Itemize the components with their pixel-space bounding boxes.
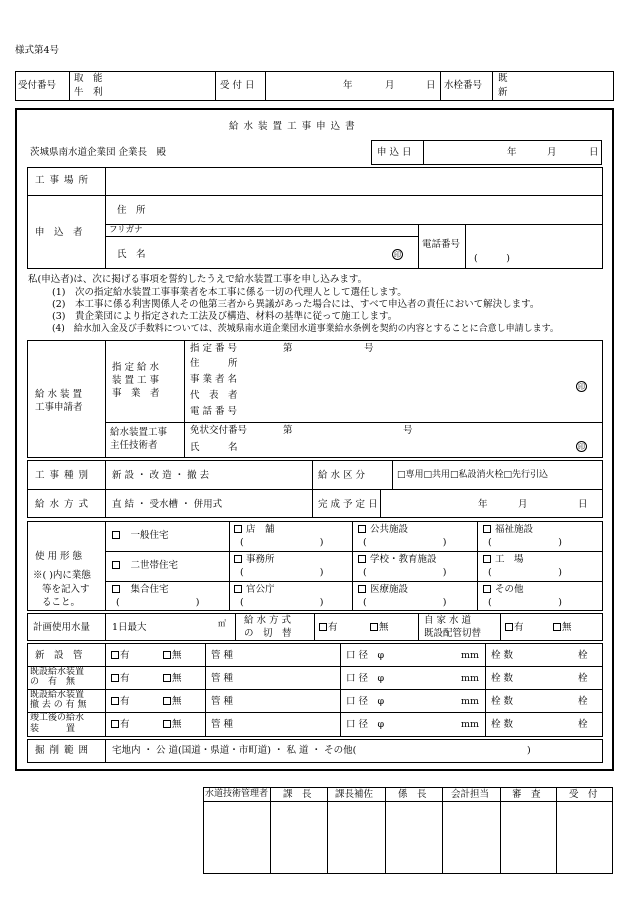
stamp-deputy-chief: 課長補佐 (335, 789, 374, 800)
pipe-existing-count-unit: 栓 (578, 673, 588, 684)
private-yes: 有 (505, 623, 524, 633)
usage-welfare: 福祉施設 (495, 524, 534, 535)
usage-option-3-1 (112, 585, 169, 595)
chief-label-2: 主任技術者 (110, 440, 158, 451)
apply-day: 日 (589, 147, 599, 158)
usage-paren-3-4: ( ) (488, 597, 562, 608)
site-label: 工 事 場 所 (35, 175, 90, 186)
site-applicant-box (27, 167, 603, 269)
field-address: 住 所 (190, 358, 238, 369)
field-representative: 代 表 者 (190, 390, 238, 401)
usage-paren-3-3: ( ) (363, 597, 447, 608)
supply-class-label: 給 水 区 分 (318, 470, 366, 481)
form-number: 様式第4号 (15, 45, 60, 56)
pipe-existing-count: 栓 数 (491, 673, 514, 684)
usage-paren-3-1: ( ) (116, 597, 200, 608)
receipt-number-label: 受付番号 (18, 80, 57, 91)
completion-month: 月 (518, 499, 528, 510)
applicant-label: 申 込 者 (35, 227, 83, 238)
apply-year: 年 (507, 147, 517, 158)
apply-date-label: 申 込 日 (377, 147, 412, 158)
applicant-furigana-label: フリガナ (109, 225, 143, 235)
pipe-new-mm: mm (461, 650, 480, 661)
pipe-existing-mm: mm (461, 673, 480, 684)
pipe-row-new-label: 新 設 管 (35, 650, 83, 661)
method-value: 直 結 ・ 受水槽 ・ 併用式 (112, 499, 223, 510)
usage-option-3-2 (234, 585, 275, 595)
usage-option-1-1 (112, 531, 169, 541)
receipt-year: 年 (343, 80, 353, 91)
pipe-after-no: 無 (163, 720, 182, 730)
pipe-row-after-label-1: 竣工後の給水 (30, 713, 85, 723)
switch-no: 無 (370, 623, 389, 633)
designation-go: 号 (364, 343, 374, 354)
usage-store: 店 舗 (246, 524, 275, 535)
pipe-new-count: 栓 数 (491, 650, 514, 661)
switch-yes: 有 (319, 623, 338, 633)
pledge-item-1: (1) 次の指定給水装置工事事業者を本工事に係る一切の代理人として選任します。 (52, 287, 407, 298)
pipe-removal-mm: mm (461, 696, 480, 707)
applicant-address-label: 住 所 (117, 205, 146, 216)
completion-day: 日 (578, 499, 588, 510)
contractor-section-label-1: 給 水 装 置 (35, 389, 83, 400)
stamp-water-tech-manager: 水道技術管理者 (205, 789, 269, 799)
field-designation-no: 指 定 番 号 (190, 343, 238, 354)
usage-option-3-3 (358, 585, 408, 595)
pledge-item-2: (2) 本工事に係る利害関係人その他第三者から異議があった場合には、すべて申込者の責任において解決します。 (52, 299, 540, 310)
usage-school: 学校・教育施設 (370, 554, 437, 565)
usage-option-2-1 (112, 561, 178, 571)
receipt-tori: 取 能 (74, 73, 103, 84)
usage-option-3-4 (483, 585, 524, 595)
usage-paren-2-4: ( ) (488, 567, 562, 578)
pipe-row-after-label-2: 装 置 (30, 724, 76, 734)
pipe-row-existing-label-1: 既設給水装置 (30, 667, 85, 677)
pipe-row-removal-label-1: 既設給水装置 (30, 690, 85, 700)
stamp-section-chief: 課 長 (283, 789, 312, 800)
usage-paren-1-2: ( ) (240, 537, 324, 548)
switch-label-2: の 切 替 (244, 628, 292, 639)
pipe-removal-diameter: 口 径 φ (346, 696, 385, 707)
pipe-after-mm: mm (461, 719, 480, 730)
form-title: 給 水 装 置 工 事 申 込 書 (229, 121, 356, 132)
applicant-seal: 印 (394, 251, 401, 259)
pipe-after-diameter: 口 径 φ (346, 719, 385, 730)
usage-option-2-2 (234, 555, 275, 565)
pledge-item-4: (4) 給水加入金及び手数料については、茨城県南水道企業団水道事業給水条例を契約の内容とすることに合意し申請します。 (52, 324, 559, 334)
pipe-after-type: 管 種 (211, 719, 234, 730)
pipe-existing-no: 無 (163, 674, 182, 684)
usage-medical: 医療施設 (370, 584, 409, 595)
applicant-name-label: 氏 名 (117, 249, 146, 260)
plan-label: 計画使用水量 (33, 622, 91, 633)
chief-label-1: 給水装置工事 (110, 427, 168, 438)
usage-label-3: 等を記入す (42, 584, 90, 595)
pipe-after-count-unit: 栓 (578, 719, 588, 730)
excavation-value: 宅地内 ・ 公 道(国道・県道・市町道) ・ 私 道 ・ その他( (112, 745, 357, 756)
designation-dai: 第 (283, 343, 293, 354)
pipe-removal-count: 栓 数 (491, 696, 514, 707)
addressee: 茨城県南水道企業団 企業長 殿 (30, 147, 167, 158)
usage-two-gen-house: 二世帯住宅 (130, 560, 179, 571)
contractor-seal: 印 (578, 383, 585, 391)
excavation-label: 掘 削 範 囲 (35, 745, 90, 756)
excavation-close: ) (527, 745, 531, 756)
plan-value: 1日最大 (112, 622, 147, 633)
completion-date-label: 完 成 予 定 日 (318, 499, 378, 510)
usage-label-1: 使 用 形 態 (35, 551, 83, 562)
stamp-accounting: 会計担当 (451, 789, 490, 800)
usage-apartment: 集合住宅 (130, 584, 169, 595)
usage-other: その他 (495, 584, 524, 595)
pipe-row-removal-label-2: 撤 去 の 有 無 (30, 700, 87, 710)
switch-label-1: 給 水 方 式 (244, 615, 292, 626)
usage-public: 公共施設 (370, 524, 409, 535)
usage-label-4: ること。 (42, 597, 81, 608)
usage-office: 事務所 (246, 554, 275, 565)
chief-name-label: 氏 名 (190, 442, 238, 453)
pipe-removal-no: 無 (163, 697, 182, 707)
method-label: 給 水 方 式 (35, 499, 90, 510)
usage-option-2-4 (483, 555, 524, 565)
receipt-ri: 牛 利 (74, 87, 103, 98)
pledge-item-3: (3) 貴企業団により指定された工法及び構造、材料の基準に従って施工します。 (52, 311, 398, 322)
completion-year: 年 (478, 499, 488, 510)
field-phone: 電 話 番 号 (190, 406, 238, 417)
receipt-month: 月 (385, 80, 395, 91)
field-company-name: 事 業 者 名 (190, 374, 238, 385)
usage-factory: 工 場 (495, 554, 524, 565)
usage-paren-3-2: ( ) (240, 597, 324, 608)
usage-paren-1-3: ( ) (363, 537, 447, 548)
pipe-new-type: 管 種 (211, 650, 234, 661)
hydrant-number-label: 水栓番号 (444, 80, 483, 91)
stamp-subsection-chief: 係 長 (398, 789, 427, 800)
work-type-label: 工 事 種 別 (35, 470, 90, 481)
usage-option-2-3 (358, 555, 437, 565)
pipe-removal-type: 管 種 (211, 696, 234, 707)
pipe-after-count: 栓 数 (491, 719, 514, 730)
pipe-removal-count-unit: 栓 (578, 696, 588, 707)
supply-class-options: □専用□共用□私設消火栓□先行引込 (397, 470, 549, 480)
usage-option-1-2 (234, 525, 275, 535)
usage-label-2: ※( )内に業態 (33, 570, 91, 581)
usage-general-house: 一般住宅 (130, 530, 169, 541)
pipe-new-count-unit: 栓 (578, 650, 588, 661)
pipe-existing-yes: 有 (111, 674, 130, 684)
designated-label-2: 装 置 工 事 (112, 375, 160, 386)
stamp-review: 審 査 (512, 789, 541, 800)
designated-label-3: 事 業 者 (112, 388, 160, 399)
receipt-strip (15, 71, 614, 101)
hydrant-new: 新 (498, 87, 508, 98)
chief-seal: 印 (578, 443, 585, 451)
pledge-intro: 私(申込者)は、次に掲げる事項を誓約したうえで給水装置工事を申し込みます。 (28, 274, 368, 285)
license-go: 号 (403, 425, 413, 436)
plan-unit: ㎥ (218, 619, 226, 628)
pipe-row-existing-label-2: の 有 無 (30, 677, 76, 687)
pipe-new-yes: 有 (111, 651, 130, 661)
pipe-new-diameter: 口 径 φ (346, 650, 385, 661)
license-number-label: 免状交付番号 (190, 425, 248, 436)
pipe-new-no: 無 (163, 651, 182, 661)
pipe-existing-diameter: 口 径 φ (346, 673, 385, 684)
private-water-label-2: 既設配管切替 (424, 628, 482, 639)
usage-option-1-4 (483, 525, 533, 535)
usage-government: 官公庁 (246, 584, 275, 595)
designated-label-1: 指 定 給 水 (112, 362, 160, 373)
pipe-existing-type: 管 種 (211, 673, 234, 684)
private-no: 無 (553, 623, 572, 633)
receipt-date-label: 受 付 日 (220, 80, 255, 91)
receipt-day: 日 (426, 80, 436, 91)
pipe-removal-yes: 有 (111, 697, 130, 707)
usage-paren-1-4: ( ) (488, 537, 562, 548)
work-type-value: 新 設 ・ 改 造 ・ 撤 去 (112, 470, 210, 481)
apply-month: 月 (547, 147, 557, 158)
license-dai: 第 (283, 425, 293, 436)
private-water-label-1: 自 家 水 道 (424, 615, 472, 626)
usage-paren-2-2: ( ) (240, 567, 324, 578)
phone-paren: ( ) (474, 253, 510, 264)
phone-label: 電話番号 (422, 239, 461, 250)
contractor-section-label-2: 工事申請者 (35, 402, 83, 413)
hydrant-existing: 既 (498, 73, 508, 84)
usage-paren-2-3: ( ) (363, 567, 447, 578)
stamp-reception: 受 付 (569, 789, 598, 800)
usage-option-1-3 (358, 525, 408, 535)
pipe-after-yes: 有 (111, 720, 130, 730)
